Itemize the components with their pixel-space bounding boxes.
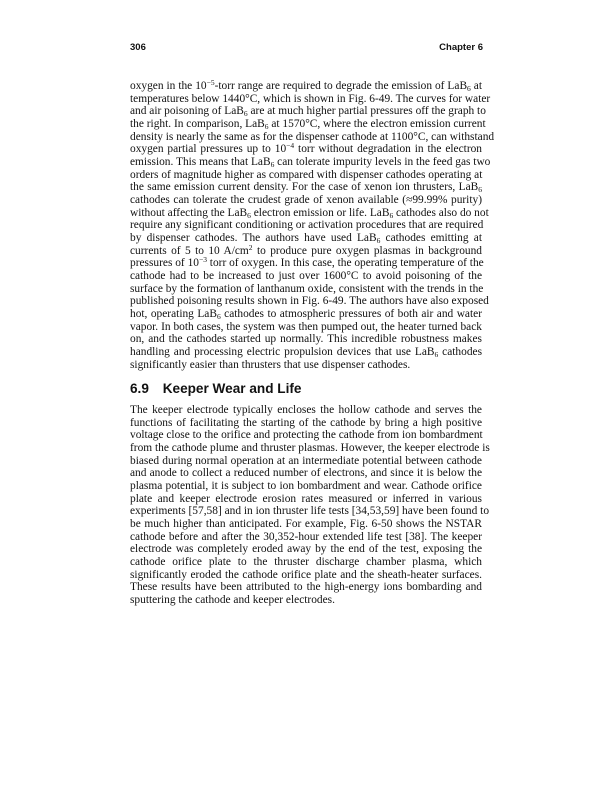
text-line: [130, 80, 482, 93]
text-line: [130, 480, 482, 493]
text-run: from the cathode plume and thruster plasmas. However, the keeper electrode is: [130, 442, 490, 455]
subscript: 6: [478, 185, 482, 195]
superscript: 2: [248, 242, 253, 252]
text-line: [130, 194, 482, 207]
text-run: at: [470, 80, 482, 92]
text-run: temperatures below 1440°C, which is shown in Fig. 6-49. The curves for water: [130, 92, 491, 105]
subscript: 6: [264, 122, 269, 132]
text-run: significantly eroded the cathode orifice plate and the sheath-heater surfaces.: [130, 568, 482, 581]
superscript: −3: [198, 255, 207, 265]
text-line: [130, 257, 482, 270]
subscript: 6: [247, 210, 251, 220]
text-line: [130, 429, 482, 442]
text-line: [130, 543, 482, 556]
body-paragraph: [130, 78, 495, 371]
text-run: These results have been attributed to the high-energy ions bombarding and: [130, 581, 482, 594]
text-run: significantly easier than thrusters that use dispenser cathodes.: [130, 358, 411, 371]
text-run: orders of magnitude higher as compared with dispenser cathodes operating at: [130, 168, 483, 181]
text-run: cathodes also do not: [393, 206, 489, 219]
text-line: [130, 156, 491, 170]
text-run: cathodes to atmospheric pressures of both air and water: [220, 308, 482, 321]
text-line: [130, 404, 482, 417]
text-run: functions of facilitating the starting of the cathode by bring a high positive: [130, 416, 482, 429]
text-line: [130, 105, 486, 119]
text-run: currents of 5 to 10 A/cm: [130, 244, 249, 257]
text-run: electron emission or life. LaB: [250, 206, 390, 219]
subscript: 6: [467, 84, 471, 93]
page-number: 306: [130, 42, 146, 53]
superscript: −4: [286, 141, 295, 151]
text-line: [130, 346, 482, 359]
text-line: [130, 455, 482, 468]
text-line: [130, 92, 491, 106]
text-run: require any significant conditioning or activation procedures that are required: [130, 219, 484, 232]
text-line: [130, 143, 482, 156]
text-run: emission. This means that LaB: [130, 156, 271, 169]
text-run: cathode orifice plate to the thruster discharge chamber plasma, which: [130, 556, 482, 569]
text-run: oxygen partial pressures up to 10: [130, 143, 287, 156]
text-line: [130, 118, 486, 132]
text-run: the right. In comparison, LaB: [130, 118, 265, 131]
text-run: cathodes can tolerate the crudest grade of xenon available (≈99.99% purity): [130, 194, 482, 207]
text-run: The keeper electrode typically encloses the hollow cathode and serves the: [130, 404, 482, 416]
text-run: published poisoning results shown in Fig. 6-49. The authors have also exposed: [130, 295, 489, 308]
text-line: [130, 493, 482, 506]
text-run: hot, operating LaB: [130, 308, 217, 321]
text-line: [130, 581, 482, 594]
subscript: 6: [243, 109, 248, 119]
text-run: are at much higher partial pressures off the graph to: [247, 105, 486, 118]
text-line: [130, 295, 489, 308]
text-run: at 1570°C, where the electron emission current: [268, 118, 486, 131]
text-line: [130, 594, 482, 607]
running-header-chapter: Chapter 6: [439, 42, 483, 53]
section-heading: [130, 381, 301, 396]
text-line: [130, 308, 482, 321]
subscript: 6: [376, 236, 381, 246]
text-run: on, and the cathodes started up normally. This incredible robustness makes: [130, 333, 482, 346]
section-title: Keeper Wear and Life: [162, 381, 302, 396]
text-run: vapor. In both cases, the system was then pumped out, the heater turned back: [130, 320, 482, 333]
text-run: electrode was completely eroded away by the end of the test, exposing the: [130, 543, 482, 556]
subscript: 6: [434, 350, 439, 360]
subscript: 6: [270, 160, 275, 170]
text-run: be much higher than anticipated. For example, Fig. 6-50 shows the NSTAR: [130, 518, 482, 531]
text-run: surface by the formation of lanthanum oxide, consistent with the trends in the: [130, 282, 484, 295]
text-run: oxygen in the 10: [130, 80, 207, 92]
text-line: [130, 569, 482, 582]
text-line: [130, 321, 482, 334]
text-run: handling and processing electric propulsion devices that use LaB: [130, 346, 435, 359]
text-line: [130, 219, 482, 232]
section-number: 6.9: [130, 381, 149, 396]
text-run: can tolerate impurity levels in the feed gas two: [274, 156, 491, 169]
text-line: [130, 467, 482, 480]
text-run: torr without degradation in the electron: [294, 143, 482, 156]
text-run: to produce pure oxygen plasmas in background: [252, 244, 482, 257]
body-paragraph: [130, 404, 490, 607]
text-line: [130, 130, 495, 144]
text-run: and air poisoning of LaB: [130, 105, 244, 118]
text-run: cathode before and after the 30,352-hour extended life test [38]. The keeper: [130, 530, 482, 543]
text-run: torr of oxygen. In this case, the operating temperature of the: [206, 257, 484, 270]
text-line: [130, 270, 482, 283]
subscript: 6: [389, 210, 394, 220]
text-run: density is nearly the same as for the dispenser cathode at 1100°C, can withstand: [130, 130, 495, 143]
text-run: plate and keeper electrode erosion rates measured or inferred in various: [130, 492, 482, 505]
text-line: [130, 518, 482, 531]
text-run: cathodes: [438, 346, 483, 359]
text-line: [130, 242, 482, 258]
text-line: [130, 169, 482, 182]
subscript: 6: [216, 312, 221, 322]
text-run: voltage close to the orifice and protecting the cathode from ion bombardment: [130, 429, 483, 442]
text-run: without affecting the LaB: [130, 206, 248, 219]
text-line: [130, 181, 482, 194]
text-line: [130, 232, 482, 245]
text-line: [130, 206, 489, 220]
text-run: by dispenser cathodes. The authors have used LaB: [130, 232, 377, 245]
text-run: cathode had to be increased to just over 1600°C to avoid poisoning of the: [130, 270, 482, 283]
text-line: [130, 442, 490, 455]
text-run: pressures of 10: [130, 257, 199, 270]
text-line: [130, 333, 482, 346]
text-run: biased during normal operation at an intermediate potential between cathode: [130, 454, 482, 467]
text-run: and anode to collect a reduced number of electrons, and since it is below the: [130, 467, 482, 480]
text-line: [130, 505, 490, 518]
text-line: [130, 556, 482, 569]
text-line: [130, 417, 482, 430]
text-line: [130, 531, 482, 544]
text-run: the same emission current density. For the case of xenon ion thrusters, LaB: [130, 181, 479, 194]
text-run: -torr range are required to degrade the emission of LaB: [214, 80, 468, 92]
text-run: experiments [57,58] and in ion thruster life tests [34,53,59] have been found to: [130, 505, 490, 518]
text-line: [130, 283, 482, 296]
text-run: sputtering the cathode and keeper electrodes.: [130, 594, 335, 607]
superscript: −5: [206, 78, 215, 87]
text-run: cathodes emitting at: [380, 232, 482, 245]
text-line: [130, 359, 482, 372]
text-run: plasma potential, it is subject to ion bombardment and wear. Cathode orifice: [130, 480, 482, 493]
